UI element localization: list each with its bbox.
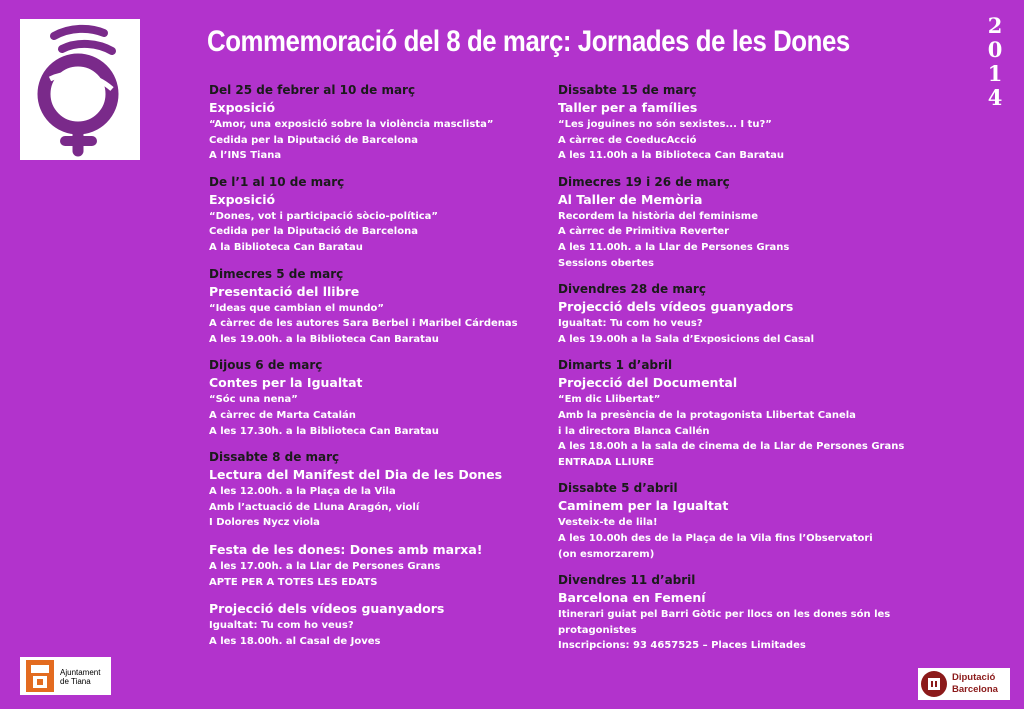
event-detail-line: A les 11.00h. a la Llar de Persones Grans: [558, 241, 790, 253]
event-title: Taller per a famílies: [558, 100, 698, 115]
event-detail-line: A les 12.00h. a la Plaça de la Vila: [209, 486, 396, 498]
event-entry: [209, 600, 549, 649]
event-entry: [209, 266, 549, 348]
event-detail-line: Cedida per la Diputació de Barcelona: [209, 134, 418, 146]
event-date: Dijous 6 de març: [209, 358, 323, 373]
event-detail-line: A càrrec de Marta Catalán: [209, 409, 356, 421]
event-entry: [209, 449, 549, 531]
event-date: Dimecres 19 i 26 de març: [558, 174, 730, 189]
event-entry: [558, 82, 918, 164]
event-title: Lectura del Manifest del Dia de les Dones: [209, 467, 503, 483]
event-detail-line: A càrrec de Primitiva Reverter: [558, 226, 730, 238]
event-detail-line: Igualtat: Tu com ho veus?: [209, 620, 354, 632]
event-detail-line: A l’INS Tiana: [209, 150, 282, 162]
event-detail-line: Amb la presència de la protagonista Llibertat Canela: [558, 409, 856, 421]
event-date: Dimarts 1 d’abril: [558, 358, 673, 373]
event-entry: [558, 480, 918, 562]
year-vertical: [984, 14, 1006, 110]
event-date: De l’1 al 10 de març: [209, 174, 345, 189]
event-date: Divendres 28 de març: [558, 282, 706, 297]
tiana-label: de Tiana: [60, 677, 91, 686]
event-date: Dimecres 5 de març: [209, 266, 344, 281]
event-entry: [558, 281, 918, 347]
event-detail-line: I Dolores Nycz viola: [209, 517, 320, 529]
event-detail-line: Vesteix-te de lila!: [558, 517, 658, 529]
event-detail-line: ENTRADA LLIURE: [558, 456, 655, 468]
barcelona-label: Barcelona: [952, 684, 998, 695]
event-date: Del 25 de febrer al 10 de març: [209, 83, 416, 97]
event-detail-line: A les 11.00h a la Biblioteca Can Baratau: [558, 150, 785, 162]
ajuntament-tiana-logo: [20, 657, 111, 695]
diputacio-emblem-icon: [920, 670, 948, 698]
event-detail-line: “Les joguines no són sexistes... I tu?”: [558, 119, 772, 130]
year-digit: 4: [987, 85, 1003, 110]
event-detail-line: protagonistes: [558, 624, 637, 636]
ajuntament-label: Ajuntament: [60, 668, 101, 677]
tiana-coat-of-arms-icon: [22, 657, 58, 695]
event-detail-line: A la Biblioteca Can Baratau: [209, 241, 363, 253]
year-digit: 0: [987, 37, 1003, 62]
event-detail-line: Inscripcions: 93 4657525 – Places Limitades: [558, 640, 806, 652]
event-entry: [558, 174, 918, 271]
event-entry: [209, 541, 549, 590]
event-detail-line: A les 17.00h. a la Llar de Persones Grans: [209, 560, 441, 572]
event-date: Dissabte 15 de març: [558, 83, 697, 97]
venus-icon: [20, 19, 140, 160]
event-entry: [209, 357, 549, 439]
event-detail-line: A les 17.30h. a la Biblioteca Can Baratau: [209, 425, 439, 437]
page-title: Commemoració del 8 de març: Jornades de les Dones: [207, 25, 850, 58]
event-detail-line: A les 18.00h. al Casal de Joves: [209, 635, 381, 647]
events-right-column: [558, 82, 918, 664]
event-detail-line: Igualtat: Tu com ho veus?: [558, 318, 703, 330]
event-detail-line: “Em dic Llibertat”: [558, 394, 661, 406]
diputacio-barcelona-logo: [918, 668, 1010, 700]
event-title: Projecció del Documental: [558, 375, 738, 391]
event-title: Projecció dels vídeos guanyadors: [209, 601, 445, 617]
event-detail-line: A les 10.00h des de la Plaça de la Vila fins l’Observatori: [558, 532, 873, 544]
event-detail-line: APTE PER A TOTES LES EDATS: [209, 576, 378, 588]
women-symbol-logo: [20, 19, 140, 160]
events-left-column: [209, 82, 549, 659]
event-entry: [209, 174, 549, 256]
event-detail-line: Itinerari guiat pel Barri Gòtic per llocs on les dones són les: [558, 609, 891, 621]
event-detail-line: A càrrec de CoeducAcció: [558, 134, 697, 146]
event-detail-line: i la directora Blanca Callén: [558, 425, 710, 437]
event-title: Contes per la Igualtat: [209, 375, 363, 391]
event-title: Al Taller de Memòria: [558, 191, 703, 207]
event-detail-line: Sessions obertes: [558, 257, 654, 269]
event-date: Dissabte 8 de març: [209, 450, 340, 465]
diputacio-label: Diputació: [952, 672, 996, 683]
event-detail-line: A les 18.00h a la sala de cinema de la Llar de Persones Grans: [558, 441, 905, 453]
event-date: Divendres 11 d’abril: [558, 573, 696, 588]
event-entry: [209, 82, 549, 164]
event-entry: [558, 357, 918, 470]
event-detail-line: A les 19.00h. a la Biblioteca Can Baratau: [209, 333, 439, 345]
event-detail-line: “Ideas que cambian el mundo”: [209, 302, 384, 314]
event-title: Exposició: [209, 191, 276, 207]
year-digit: 1: [987, 61, 1003, 86]
event-detail-line: A les 19.00h a la Sala d’Exposicions del Casal: [558, 333, 815, 345]
event-detail-line: “Dones, vot i participació sòcio-política”: [209, 210, 438, 222]
event-entry: [558, 572, 918, 654]
event-title: Festa de les dones: Dones amb marxa!: [209, 541, 483, 557]
event-detail-line: Cedida per la Diputació de Barcelona: [209, 226, 418, 238]
event-date: Dissabte 5 d’abril: [558, 481, 678, 496]
event-title: Exposició: [209, 100, 276, 115]
event-detail-line: “Sóc una nena”: [209, 394, 298, 406]
event-title: Presentació del llibre: [209, 283, 360, 299]
event-detail-line: Amb l’actuació de Lluna Aragón, violí: [209, 501, 420, 513]
event-detail-line: (on esmorzarem): [558, 548, 655, 560]
event-detail-line: Recordem la història del feminisme: [558, 210, 758, 222]
event-title: Caminem per la Igualtat: [558, 498, 729, 514]
event-detail-line: A càrrec de les autores Sara Berbel i Maribel Cárdenas: [209, 318, 518, 330]
year-digit: 2: [987, 13, 1003, 38]
event-detail-line: “Amor, una exposició sobre la violència masclista”: [209, 119, 494, 130]
event-title: Projecció dels vídeos guanyadors: [558, 299, 794, 315]
event-title: Barcelona en Femení: [558, 590, 706, 606]
